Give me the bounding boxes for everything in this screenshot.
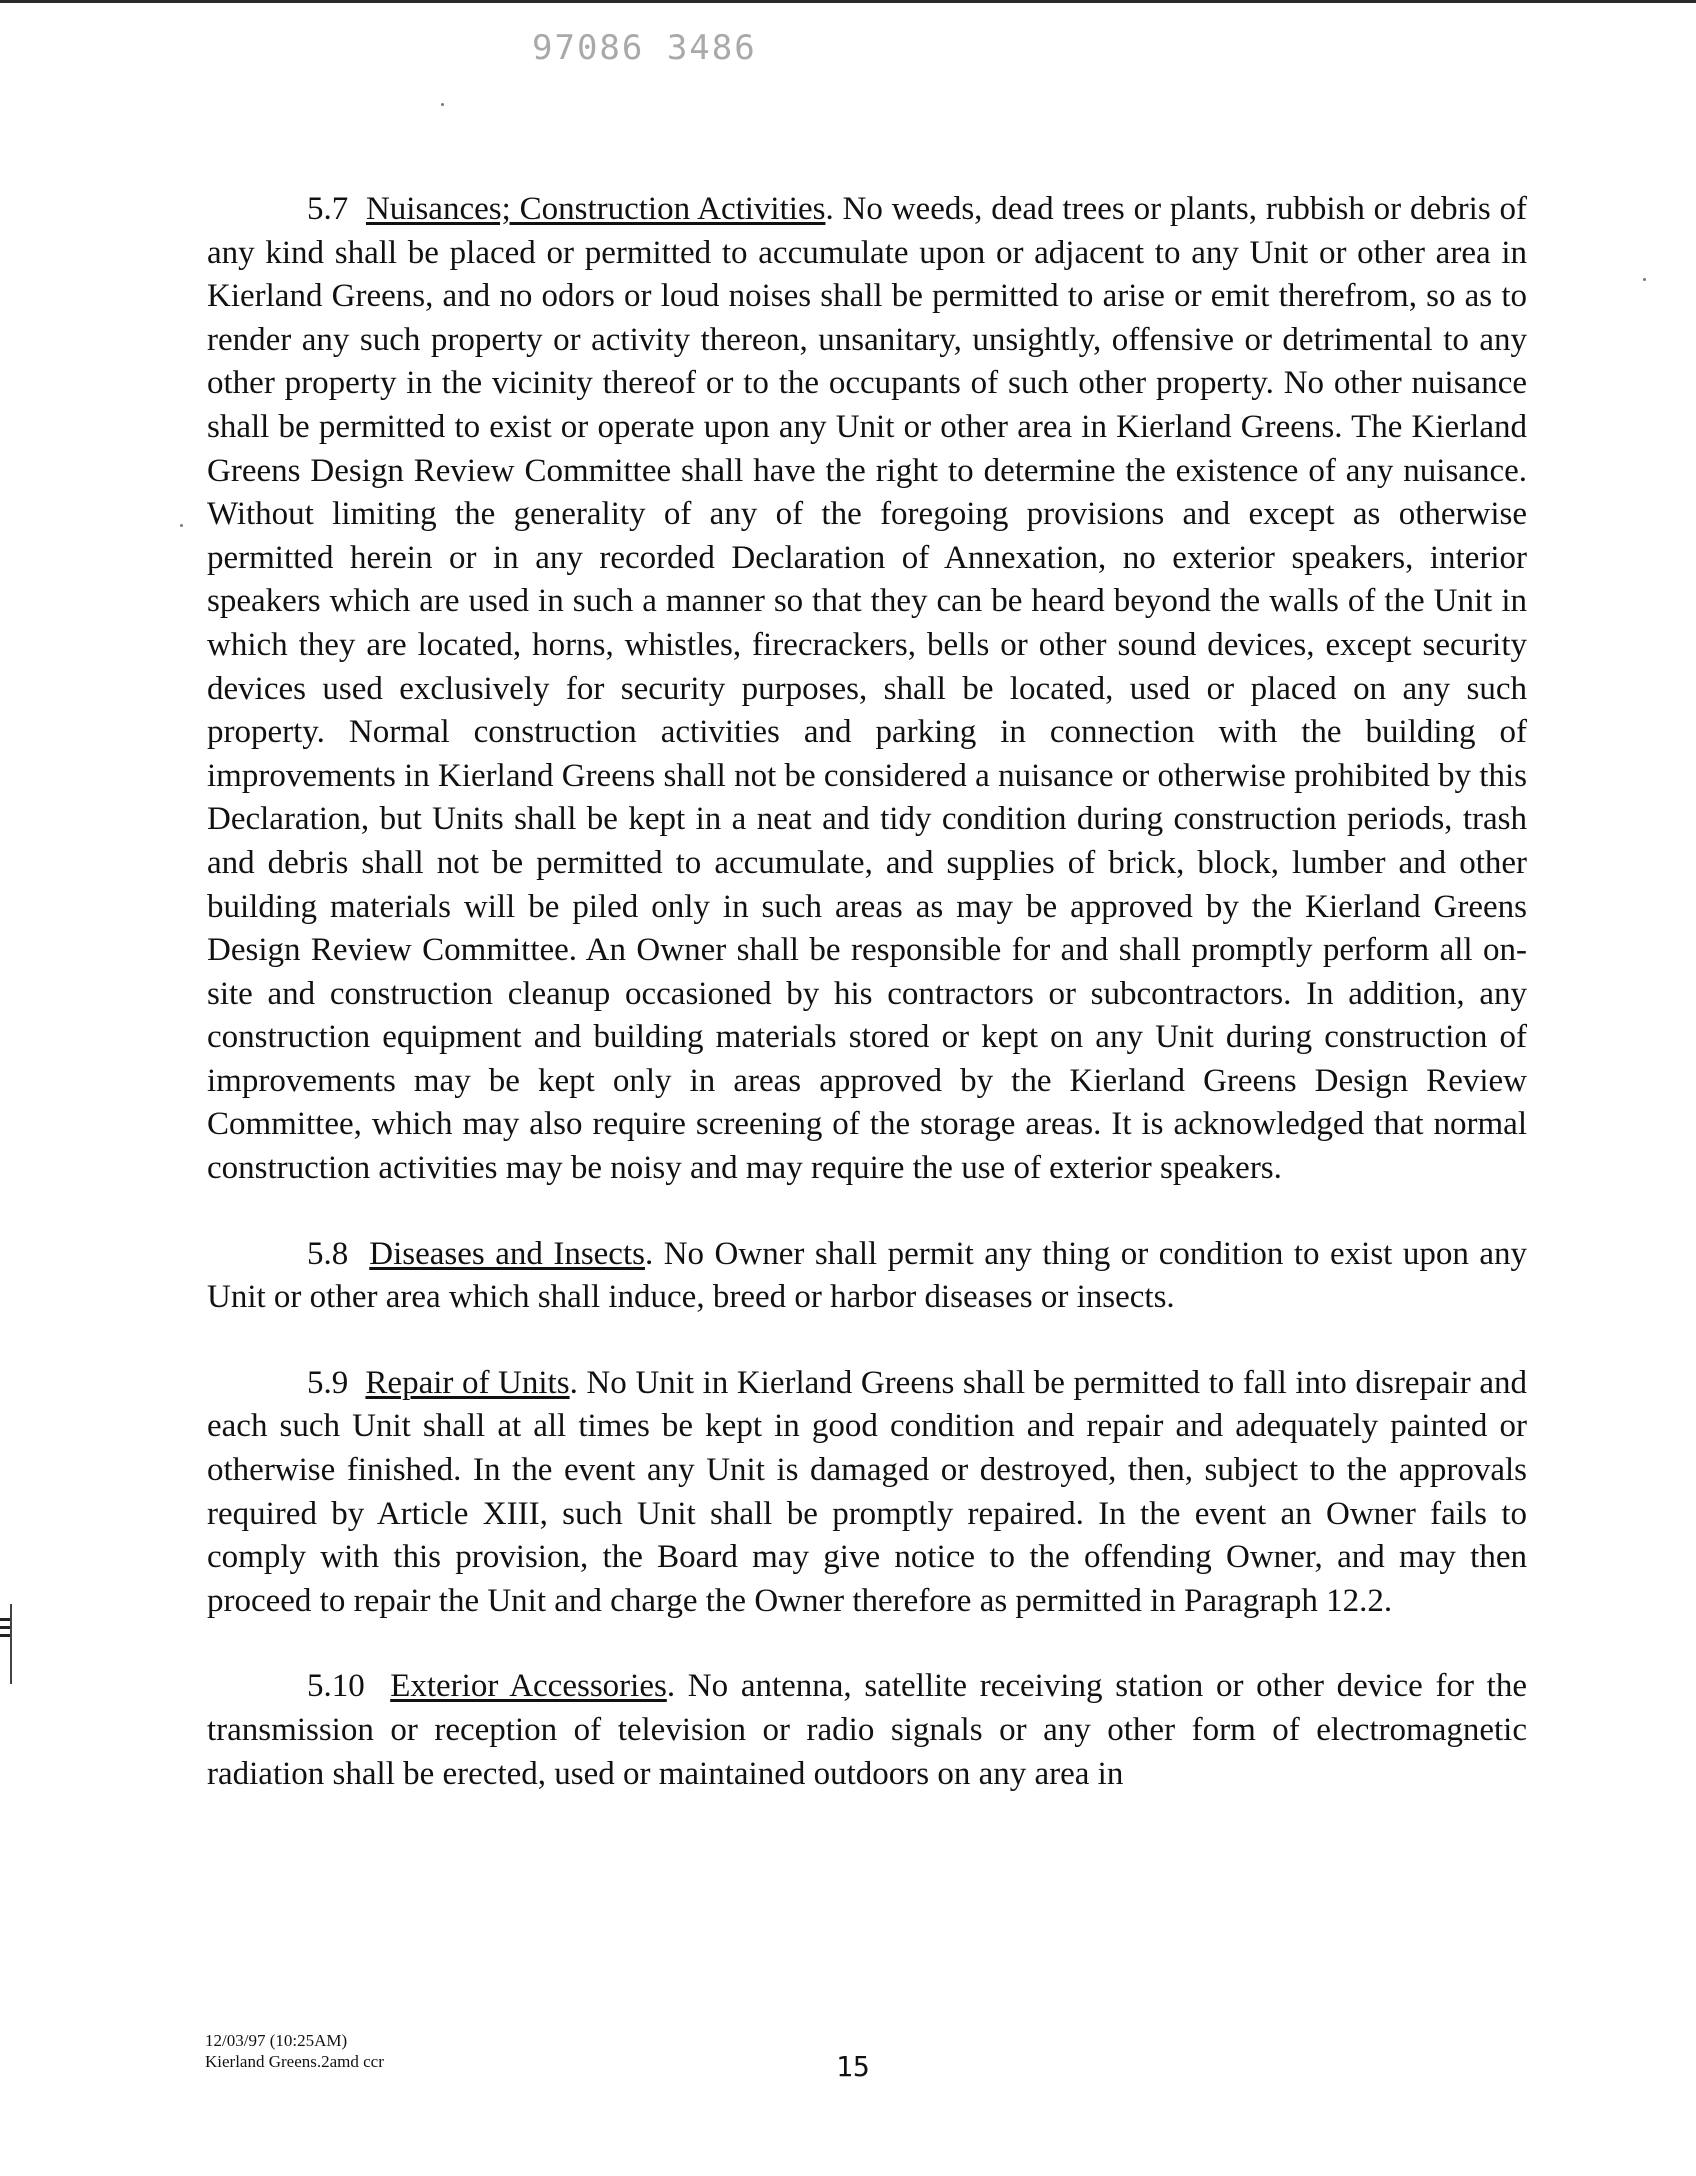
document-body bbox=[207, 188, 1527, 1796]
section-number: 5.7 bbox=[307, 191, 349, 227]
scan-top-edge bbox=[0, 0, 1696, 3]
scan-speck bbox=[1643, 278, 1646, 281]
section-paragraph bbox=[207, 188, 1527, 1191]
section-paragraph bbox=[207, 1233, 1527, 1320]
footer-filename: Kierland Greens.2amd ccr bbox=[205, 2052, 384, 2071]
section-title: Diseases and Insects bbox=[369, 1235, 645, 1272]
section-title: Repair of Units bbox=[365, 1364, 570, 1401]
section-paragraph bbox=[207, 1665, 1527, 1796]
footer-info bbox=[205, 2030, 384, 2072]
section-title: Exterior Accessories bbox=[390, 1668, 667, 1705]
document-number-stamp: 97086 3486 bbox=[532, 28, 757, 68]
section-text: . No Owner shall permit any thing or condition to exist upon any Unit or other area which shall induce, breed or harbor diseases or insects. bbox=[207, 1235, 1527, 1316]
footer-date: 12/03/97 (10:25AM) bbox=[205, 2031, 348, 2050]
scan-speck bbox=[441, 103, 444, 106]
section-number: 5.10 bbox=[307, 1668, 365, 1705]
section-text: . No antenna, satellite receiving station or other device for the transmission or reception of television or radio signals or any other form of electromagnetic radiation shall be erected, used or maintained outdoors on any area in bbox=[207, 1668, 1528, 1792]
section-text: . No weeds, dead trees or plants, rubbish or debris of any kind shall be placed or permitted to accumulate upon or adjacent to any Unit or other area in Kierland Greens, and no odors or loud noises shall be permitted to arise or emit therefrom, so as to render any such property or activity thereon, unsanitary, unsightly, offensive or detrimental to any other property in the vicinity thereof or to the occupants of such other property. No other nuisance shall be permitted to exist or operate upon any Unit or other area in Kierland Greens. The Kierland Greens Design Review Committee shall have the right to determine the existence of any nuisance. Without limiting the generality of any of the foregoing provisions and except as otherwise permitted herein or in any recorded Declaration of Annexation, no exterior speakers, interior speakers which are used in such a manner so that they can be heard beyond the walls of the Unit in which they are located, horns, whistles, firecrackers, bells or other sound devices, except security devices used exclusively for security purposes, shall be located, used or placed on any such property. Normal construction activities and parking in connection with the building of improvements in Kierland Greens shall not be considered a nuisance or otherwise prohibited by this Declaration, but Units shall be kept in a neat and tidy condition during construction periods, trash and debris shall not be permitted to accumulate, and supplies of brick, block, lumber and other building materials will be piled only in such areas as may be approved by the Kierland Greens Design Review Committee. An Owner shall be responsible for and shall promptly perform all on-site and construction cleanup occasioned by his contractors or subcontractors. In addition, any construction equipment and building materials stored or kept on any Unit during construction of improvements may be kept only in areas approved by the Kierland Greens Design Review Committee, which may also require screening of the storage areas. It is acknowledged that normal construction activities may be noisy and may require the use of exterior speakers. bbox=[207, 191, 1528, 1187]
section-number: 5.8 bbox=[307, 1235, 349, 1272]
margin-scan-mark bbox=[0, 1604, 12, 1684]
section-title: Nuisances; Construction Activities bbox=[365, 191, 826, 227]
page-number: 15 bbox=[836, 2050, 870, 2083]
section-paragraph bbox=[207, 1362, 1527, 1624]
section-number: 5.9 bbox=[307, 1364, 349, 1401]
scan-speck bbox=[180, 524, 183, 527]
section-text: . No Unit in Kierland Greens shall be permitted to fall into disrepair and each such Unit shall at all times be kept in good condition and repair and adequately painted or otherwise finished. In the event any Unit is damaged or destroyed, then, subject to the approvals required by Article XIII, such Unit shall be promptly repaired. In the event an Owner fails to comply with this provision, the Board may give notice to the offending Owner, and may then proceed to repair the Unit and charge the Owner therefore as permitted in Paragraph 12.2. bbox=[207, 1364, 1527, 1619]
